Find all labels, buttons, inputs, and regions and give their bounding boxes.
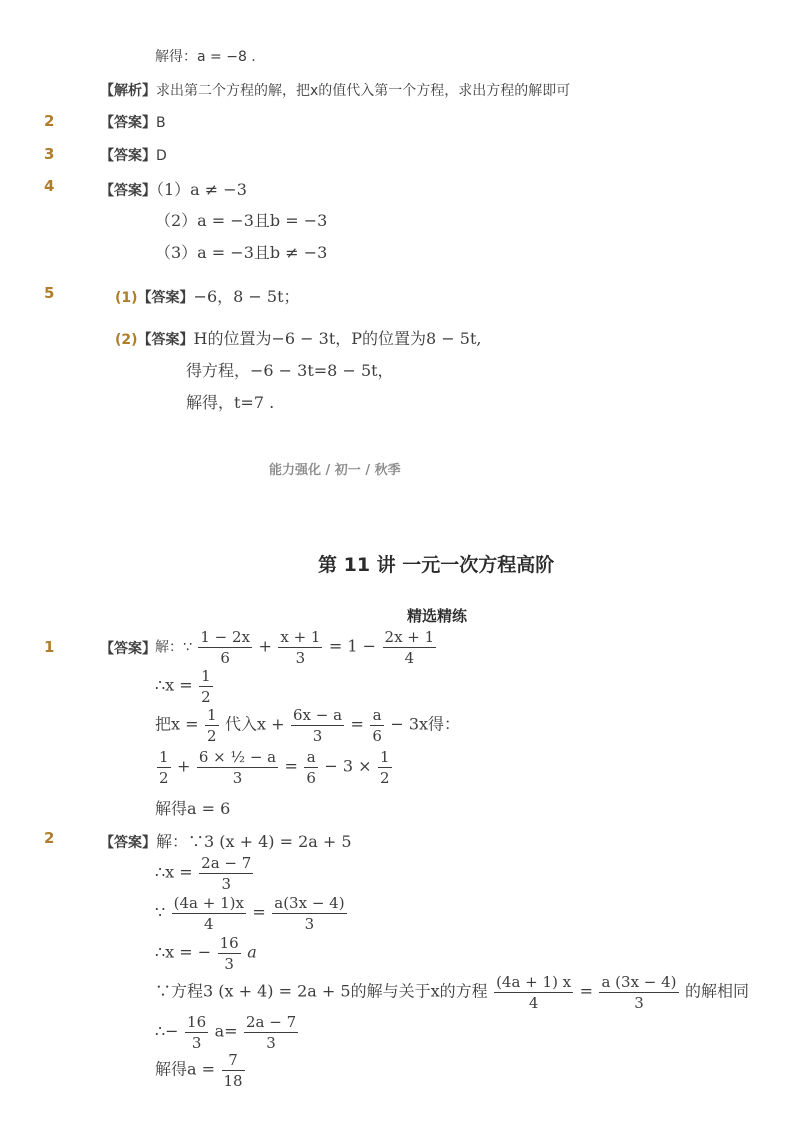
answer-text: （3）a = −3且b ≠ −3 (155, 243, 328, 262)
analysis-tag: 【解析】 (100, 83, 156, 99)
eq-text: a (247, 942, 257, 962)
eq-text: + (177, 756, 191, 776)
eq-text: = (252, 902, 266, 922)
answer-line (100, 145, 167, 165)
answer-tag: 【答案】 (137, 332, 194, 348)
part-label: (1) (115, 290, 138, 306)
question-number: 1 (44, 638, 55, 656)
fraction: $\frac{1 - 2x}{6}$ (200, 628, 251, 667)
answer-tag: 【答案】 (100, 835, 156, 851)
answer-line (100, 112, 166, 132)
lecture-title: 第 11 讲 一元一次方程高阶 (318, 554, 555, 576)
fraction: $\frac{16}{3}$ (187, 1013, 207, 1052)
eq-text: 把x = (155, 714, 199, 734)
eq-text: ∴− (155, 1021, 179, 1041)
equation-line (155, 666, 215, 707)
fraction: $\frac{(4a + 1) x}{4}$ (496, 973, 572, 1012)
answer-tag-line (100, 638, 156, 658)
eq-text: = (350, 714, 364, 734)
fraction: $\frac{1}{2}$ (159, 748, 169, 787)
answer-line (115, 284, 300, 307)
equation-line (155, 853, 255, 894)
analysis-text: 求出第二个方程的解，把x的值代入第一个方程，求出方程的解即可 (156, 83, 571, 99)
answer-line (100, 829, 352, 852)
fraction: $\frac{a(3x - 4)}{3}$ (274, 894, 345, 933)
fraction: $\frac{(4a + 1)x}{4}$ (173, 894, 244, 933)
eq-text: ∴x = (155, 862, 193, 882)
fraction: $\frac{a (3x - 4)}{3}$ (601, 973, 677, 1012)
answer-tag: 【答案】 (100, 148, 156, 164)
answer-tag: 【答案】 (100, 641, 156, 657)
question-number: 2 (44, 112, 55, 130)
answer-text: 得方程，−6 − 3t=8 − 5t， (186, 361, 394, 380)
eq-text: ∵ (155, 902, 166, 922)
equation-line (155, 1012, 300, 1053)
answer-text: D (156, 148, 167, 164)
equation-line (155, 747, 394, 788)
fraction: $\frac{1}{2}$ (380, 748, 390, 787)
eq-text: 解：∵ (155, 639, 192, 656)
section-subtitle: 精选精练 (407, 607, 468, 625)
answer-text: B (156, 115, 166, 131)
eq-text: = (579, 981, 594, 1001)
answer-text: −6，8 − 5t； (193, 287, 300, 306)
question-number: 2 (44, 829, 55, 847)
fraction: $\frac{\text{6 × ½ − a}}{3}$ (198, 748, 277, 787)
answer-text: 解得，t=7 . (186, 393, 275, 412)
eq-text: a= (214, 1021, 238, 1041)
fraction: $\frac{7}{18}$ (223, 1051, 243, 1090)
eq-text: + (258, 636, 272, 656)
equation-line (155, 627, 438, 668)
eq-text: = 1 − (328, 636, 377, 656)
fraction: $\frac{x + 1}{3}$ (280, 628, 321, 667)
fraction: $\frac{2x + 1}{4}$ (384, 628, 435, 667)
fraction: $\frac{2a - 7}{3}$ (246, 1013, 297, 1052)
answer-text: H的位置为−6 − 3t，P的位置为8 − 5t, (193, 329, 482, 348)
eq-text: 解得a = (155, 1059, 216, 1079)
equation-line (155, 933, 257, 974)
eq-text: 的解相同 (685, 981, 750, 1001)
fraction: $\frac{1}{2}$ (206, 706, 217, 745)
eq-text: = (284, 756, 298, 776)
analysis-line (100, 80, 570, 100)
eq-text: − 3x得： (390, 714, 461, 734)
fraction: $\frac{1}{2}$ (201, 667, 211, 706)
question-number: 3 (44, 145, 55, 163)
fraction: $\frac{2a - 7}{3}$ (201, 854, 252, 893)
answer-tag: 【答案】 (137, 290, 194, 306)
fraction: $\frac{a}{6}$ (306, 748, 316, 787)
answer-tag: 【答案】 (100, 183, 156, 199)
equation-line (155, 1050, 247, 1091)
equation-line: 解得a = 6 (155, 799, 231, 818)
answer-text: （2）a = −3且b = −3 (155, 211, 328, 230)
eq-text: ∴x = − (155, 942, 212, 962)
page-footer: 能力强化 / 初一 / 秋季 (269, 463, 401, 478)
answer-tag: 【答案】 (100, 115, 156, 131)
part-label: (2) (115, 332, 138, 348)
fraction: $\frac{a}{6}$ (372, 706, 382, 745)
equation-line (155, 972, 749, 1013)
fraction: $\frac{16}{3}$ (219, 934, 239, 973)
equation-line (155, 893, 349, 934)
eq-text: 代入x + (224, 714, 285, 734)
eq-text: ∵方程3 (x + 4) = 2a + 5的解与关于x的方程 (155, 981, 488, 1001)
answer-line (115, 326, 482, 349)
eq-text: − 3 × (324, 756, 372, 776)
answer-line (100, 177, 247, 200)
question-number: 4 (44, 177, 55, 195)
fraction: $\frac{6x - a}{3}$ (292, 706, 343, 745)
solve-a-line: 解得：a = −8 . (155, 49, 256, 65)
question-number: 5 (44, 284, 55, 302)
answer-text: （1）a ≠ −3 (156, 180, 247, 199)
eq-text: ∴x = (155, 675, 193, 695)
equation-line (155, 705, 460, 746)
eq-text: 解：∵3 (x + 4) = 2a + 5 (156, 832, 352, 851)
